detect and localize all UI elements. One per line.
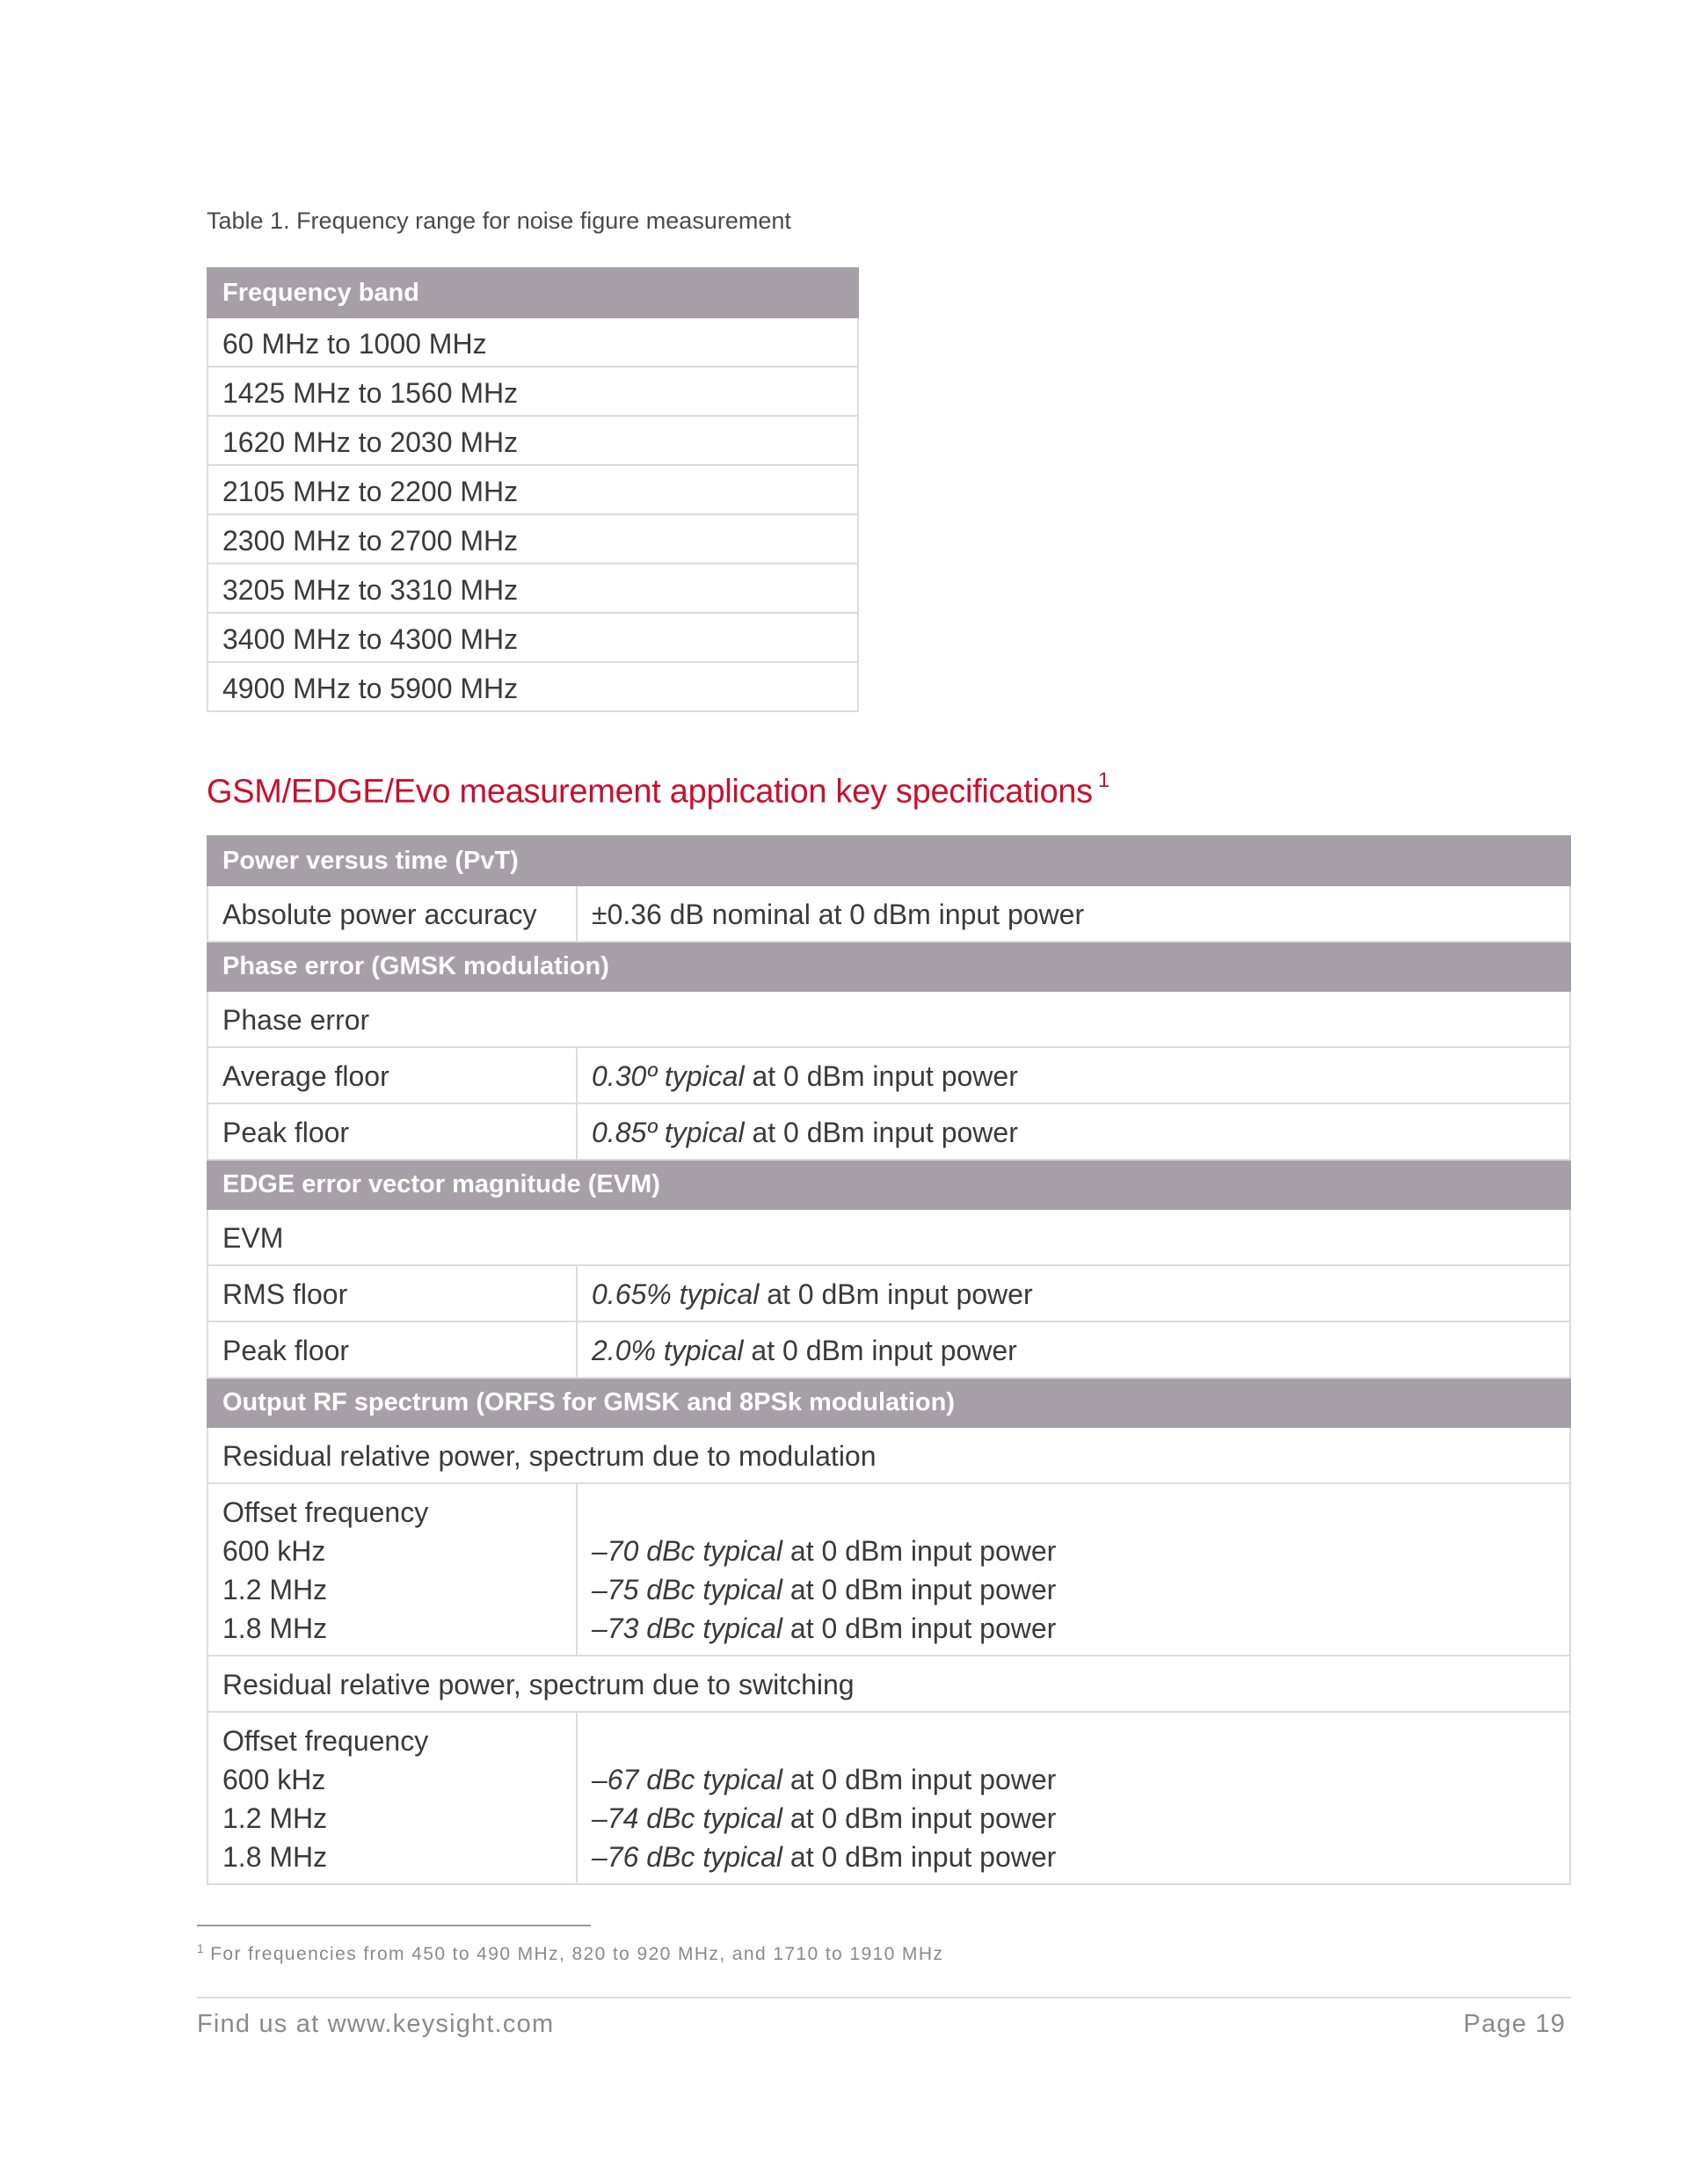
- frequency-band-row: 4900 MHz to 5900 MHz: [207, 662, 858, 711]
- frequency-band-row: 1620 MHz to 2030 MHz: [207, 416, 858, 465]
- footnote-ref[interactable]: 1: [1097, 768, 1110, 792]
- frequency-band-row: 1425 MHz to 1560 MHz: [207, 367, 858, 416]
- evm-label: EVM: [207, 1209, 1570, 1265]
- frequency-band-row: 60 MHz to 1000 MHz: [207, 317, 858, 367]
- footnote-divider: [197, 1925, 591, 1926]
- modulation-offsets-values: [577, 1483, 1570, 1656]
- condition-text: at 0 dBm input power: [782, 1535, 1057, 1567]
- offset-freq: 600 kHz: [222, 1764, 326, 1795]
- typical-value: –74 dBc typical: [592, 1802, 783, 1834]
- typical-value: –76 dBc typical: [592, 1841, 783, 1873]
- typical-value: 2.0% typical: [592, 1335, 744, 1366]
- frequency-band-row: 2105 MHz to 2200 MHz: [207, 465, 858, 514]
- offset-freq: 1.8 MHz: [222, 1613, 328, 1644]
- section-title-text: GSM/EDGE/Evo measurement application key specifications: [207, 773, 1093, 811]
- table1-caption: Table 1. Frequency range for noise figure measurement: [207, 207, 791, 234]
- pvt-header: Power versus time (PvT): [207, 836, 1570, 885]
- switching-offsets-labels: [207, 1712, 577, 1884]
- phase-error-label: Phase error: [207, 991, 1570, 1047]
- frequency-band-row: 3205 MHz to 3310 MHz: [207, 564, 858, 613]
- condition-text: at 0 dBm input power: [743, 1335, 1017, 1366]
- offset-value: [592, 1799, 1555, 1838]
- offset-value: [592, 1838, 1555, 1876]
- condition-text: at 0 dBm input power: [782, 1613, 1057, 1644]
- typical-value: –75 dBc typical: [592, 1574, 783, 1605]
- rms-floor-value: [577, 1265, 1570, 1321]
- evm-peak-floor-value: [577, 1321, 1570, 1378]
- switching-offsets-values: [577, 1712, 1570, 1884]
- footnote-text: For frequencies from 450 to 490 MHz, 820 to 920 MHz, and 1710 to 1910 MHz: [210, 1944, 944, 1964]
- offset-value: [592, 1570, 1555, 1609]
- condition-text: at 0 dBm input power: [759, 1278, 1033, 1310]
- rms-floor-label: RMS floor: [207, 1265, 577, 1321]
- condition-text: at 0 dBm input power: [782, 1764, 1057, 1795]
- abs-power-label: Absolute power accuracy: [207, 885, 577, 942]
- average-floor-label: Average floor: [207, 1047, 577, 1103]
- footnote: [197, 1941, 943, 1965]
- typical-value: 0.30º typical: [592, 1060, 745, 1092]
- frequency-band-table: [207, 267, 859, 712]
- evm-header: EDGE error vector magnitude (EVM): [207, 1160, 1570, 1209]
- frequency-band-row: 2300 MHz to 2700 MHz: [207, 514, 858, 564]
- offset-value: [592, 1532, 1555, 1570]
- typical-value: 0.65% typical: [592, 1278, 760, 1310]
- gsm-spec-table: [207, 835, 1571, 1885]
- switching-label: Residual relative power, spectrum due to switching: [207, 1656, 1570, 1712]
- condition-text: at 0 dBm input power: [782, 1802, 1057, 1834]
- footer-divider: [197, 1997, 1571, 1998]
- modulation-label: Residual relative power, spectrum due to modulation: [207, 1427, 1570, 1483]
- offset-frequency-label: Offset frequency: [222, 1725, 429, 1757]
- typical-value: –67 dBc typical: [592, 1764, 783, 1795]
- phase-error-header: Phase error (GMSK modulation): [207, 942, 1570, 991]
- orfs-header: Output RF spectrum (ORFS for GMSK and 8PSk modulation): [207, 1378, 1570, 1427]
- footer-page-number: Page 19: [1463, 2010, 1566, 2038]
- abs-power-value: ±0.36 dB nominal at 0 dBm input power: [577, 885, 1570, 942]
- peak-floor-label: Peak floor: [207, 1103, 577, 1160]
- condition-text: at 0 dBm input power: [744, 1060, 1018, 1092]
- section-title: [207, 768, 1110, 812]
- average-floor-value: [577, 1047, 1570, 1103]
- frequency-band-row: 3400 MHz to 4300 MHz: [207, 613, 858, 662]
- typical-value: –73 dBc typical: [592, 1613, 783, 1644]
- condition-text: at 0 dBm input power: [744, 1117, 1018, 1148]
- offset-value: [592, 1760, 1555, 1799]
- offset-freq: 600 kHz: [222, 1535, 326, 1567]
- offset-freq: 1.2 MHz: [222, 1574, 328, 1605]
- condition-text: at 0 dBm input power: [782, 1841, 1057, 1873]
- offset-freq: 1.2 MHz: [222, 1802, 328, 1834]
- peak-floor-value: [577, 1103, 1570, 1160]
- frequency-band-header: Frequency band: [207, 268, 858, 317]
- offset-value: [592, 1609, 1555, 1648]
- offset-freq: 1.8 MHz: [222, 1841, 328, 1873]
- footnote-mark: 1: [197, 1941, 206, 1955]
- typical-value: 0.85º typical: [592, 1117, 745, 1148]
- modulation-offsets-labels: [207, 1483, 577, 1656]
- typical-value: –70 dBc typical: [592, 1535, 783, 1567]
- condition-text: at 0 dBm input power: [782, 1574, 1057, 1605]
- footer-website[interactable]: Find us at www.keysight.com: [197, 2010, 555, 2038]
- evm-peak-floor-label: Peak floor: [207, 1321, 577, 1378]
- offset-frequency-label: Offset frequency: [222, 1496, 429, 1528]
